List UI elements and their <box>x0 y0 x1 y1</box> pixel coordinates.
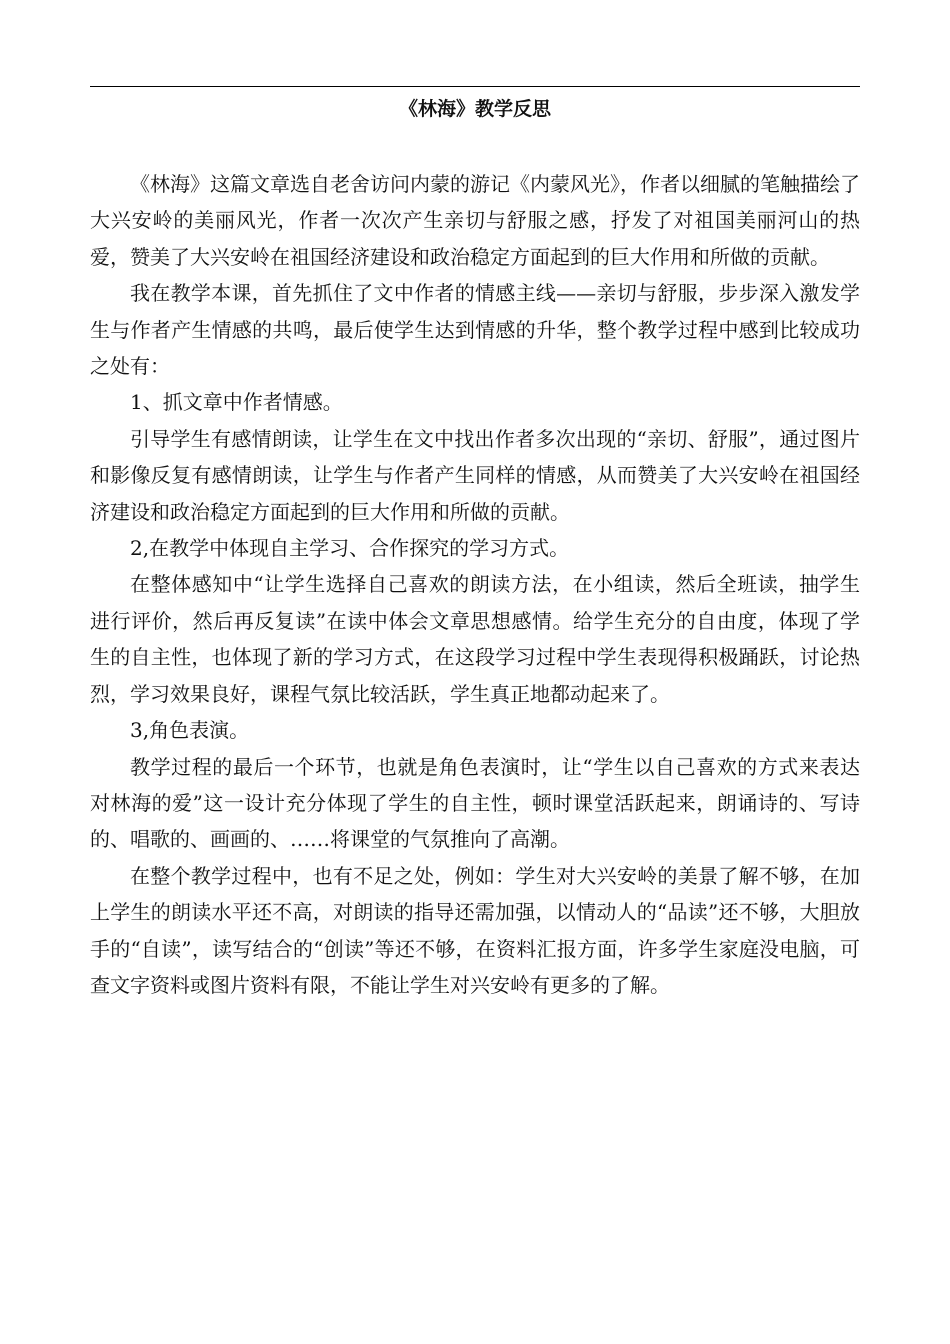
paragraph-shortcomings: 在整个教学过程中，也有不足之处，例如：学生对大兴安岭的美景了解不够，在加上学生的朗读水平还不高，对朗读的指导还需加强，以情动人的“品读”还不够，大胆放手的“自读”，读写结合的“创读”等还不够，在资料汇报方面，许多学生家庭没电脑，可查文字资料或图片资料有限，不能让学生对兴安岭有更多的了解。 <box>90 863 860 997</box>
document-title: 《林海》教学反思 <box>398 98 551 120</box>
paragraph-intro: 《林海》这篇文章选自老舍访问内蒙的游记《内蒙风光》，作者以细腻的笔触描绘了大兴安岭的美丽风光，作者一次次产生亲切与舒服之感，抒发了对祖国美丽河山的热爱，赞美了大兴安岭在祖国经济建设和政治稳定方面起到的巨大作用和所做的贡献。 <box>90 172 860 269</box>
paragraph-point-1-body: 引导学生有感情朗读，让学生在文中找出作者多次出现的“亲切、舒服”，通过图片和影像反复有感情朗读，让学生与作者产生同样的情感，从而赞美了大兴安岭在祖国经济建设和政治稳定方面起到的巨大作用和所做的贡献。 <box>90 426 860 524</box>
header-rule <box>90 86 860 87</box>
paragraph-approach: 我在教学本课，首先抓住了文中作者的情感主线——亲切与舒服，步步深入激发学生与作者产生情感的共鸣，最后使学生达到情感的升华，整个教学过程中感到比较成功之处有： <box>90 281 860 379</box>
paragraph-point-3-heading: 3,角色表演。 <box>130 718 250 743</box>
paragraph-point-1-heading: 1、抓文章中作者情感。 <box>130 390 343 415</box>
paragraph-point-3-body: 教学过程的最后一个环节，也就是角色表演时，让“学生以自己喜欢的方式来表达对林海的爱”这一设计充分体现了学生的自主性，顿时课堂活跃起来，朗诵诗的、写诗的、唱歌的、画画的、……将课堂的气氛推向了高潮。 <box>90 754 860 852</box>
paragraph-point-2-heading: 2,在教学中体现自主学习、合作探究的学习方式。 <box>130 536 570 561</box>
document-body <box>90 166 860 1003</box>
paragraph-point-2-body: 在整体感知中“让学生选择自己喜欢的朗读方法，在小组读，然后全班读，抽学生进行评价，然后再反复读”在读中体会文章思想感情。给学生充分的自由度，体现了学生的自主性，也体现了新的学习方式，在这段学习过程中学生表现得积极踊跃，讨论热烈，学习效果良好，课程气氛比较活跃，学生真正地都动起来了。 <box>90 572 860 706</box>
